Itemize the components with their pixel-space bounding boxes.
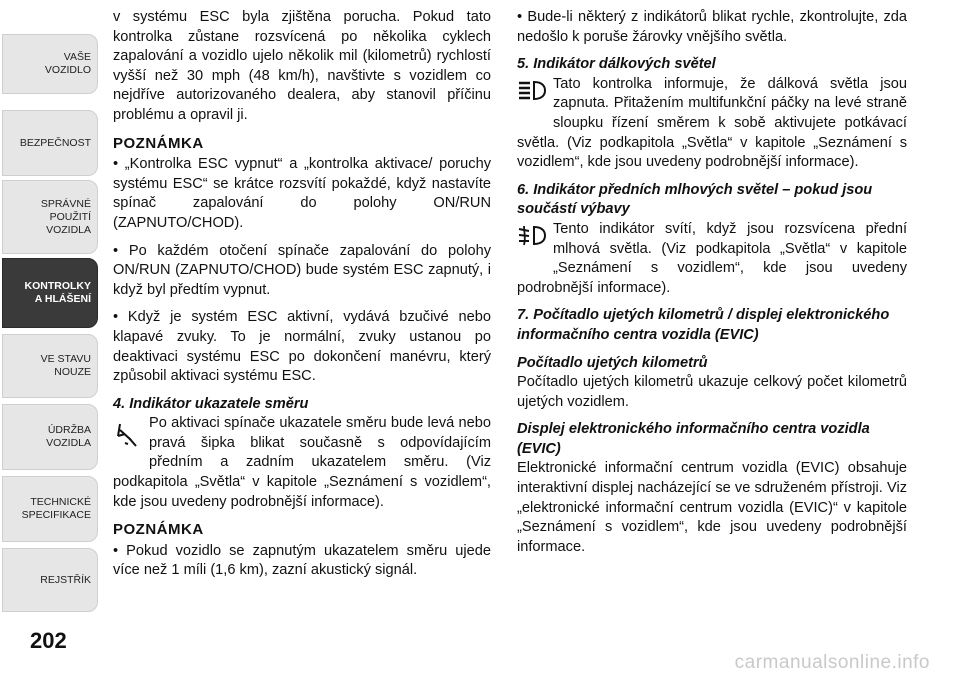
paragraph: Elektronické informační centrum vozidla (EVIC) obsahuje interaktivní displej nacházející se ve sdruženém přístroji. Viz „elektronické informační centrum vozidla (EVIC)“ v kapitole „Seznámení s vozidlem“, kde jsou uvedeny podrobnější informace.	[517, 460, 907, 555]
section-heading: 7. Počítadlo ujetých kilometrů / displej elektronického informačního centra vozidla (EVIC)	[517, 307, 890, 343]
section-heading: 5. Indikátor dálkových světel	[517, 56, 716, 73]
tab-ve-stavu-nouze[interactable]: VE STAVU NOUZE	[2, 334, 98, 398]
front-fog-light-icon	[517, 222, 547, 260]
paragraph: Tento indikátor svítí, když jsou rozsvícena přední mlhová světla. (Viz podkapitola „Světla“ v kapitole „Seznámení s vozidlem“, kde jsou uvedeny podrobnější informace).	[517, 220, 907, 296]
tab-kontrolky[interactable]: KONTROLKY A HLÁŠENÍ	[2, 258, 98, 328]
tab-rejstrik[interactable]: REJSTŘÍK	[2, 548, 98, 612]
high-beam-icon	[517, 77, 547, 115]
page-number: 202	[30, 628, 67, 653]
note-heading: POZNÁMKA	[113, 134, 204, 152]
bullet-item: • Bude-li některý z indikátorů blikat rychle, zkontrolujte, zda nedošlo k poruše žárovky vnějšího světla.	[517, 9, 907, 45]
subsection-heading: Počítadlo ujetých kilometrů	[517, 354, 708, 371]
bullet-item: • Po každém otočení spínače zapalování do polohy ON/RUN (ZAPNUTO/CHOD) bude systém ESC zapnutý, i když byl předtím vypnut.	[113, 242, 491, 298]
watermark: carmanualsonline.info	[734, 652, 930, 673]
tab-spravne-pouziti[interactable]: SPRÁVNÉ POUŽITÍ VOZIDLA	[2, 180, 98, 254]
paragraph: Tato kontrolka informuje, že dálková světla jsou zapnuta. Přitažením multifunkční páčky na levé straně sloupku řízení směrem k sobě aktivujete potkávací světla. (Viz podkapitola „Světla“ v kapitole „Seznámení s vozidlem“, kde jsou uvedeny podrobnější informace).	[517, 75, 907, 171]
note-heading: POZNÁMKA	[113, 521, 204, 539]
paragraph: v systému ESC byla zjištěna porucha. Pokud tato kontrolka zůstane rozsvícená po několika cyklech zapalování a vozidlo ujelo několik mil (kilometrů) rychlostí vyšší než 30 mph (48 km/h), navštivte s vozidlem co nejdříve autorizovaného dealera, aby stanovil příčinu problému a opravil ji.	[113, 9, 491, 123]
icon-paragraph	[113, 414, 491, 512]
left-column	[113, 8, 491, 589]
tab-vase-vozidlo[interactable]: VAŠE VOZIDLO	[2, 34, 98, 94]
bullet-item: • Pokud vozidlo se zapnutým ukazatelem směru ujede více než 1 míli (1,6 km), zazní akustický signál.	[113, 542, 491, 579]
bullet-item: • Když je systém ESC aktivní, vydává bzučivé nebo klapavé zvuky. To je normální, zvuky ustanou po deaktivaci systému ESC po dokončení manévru, který způsobil aktivaci systému ESC.	[113, 309, 491, 385]
paragraph: Po aktivaci spínače ukazatele směru bude levá nebo pravá šipka blikat současně s odpovídajícím předním a zadním ukazatelem směru. (Viz podkapitola „Světla“ v kapitole „Seznámení s vozidlem“, kde jsou uvedeny podrobnější informace).	[113, 415, 491, 510]
icon-paragraph	[517, 220, 907, 298]
bullet-item: • „Kontrolka ESC vypnut“ a „kontrolka aktivace/ poruchy systému ESC“ se krátce rozsvítí pokaždé, když nastavíte spínač zapalování do polohy ON/RUN (ZAPNUTO/CHOD).	[113, 156, 491, 231]
section-heading: 6. Indikátor předních mlhových světel – pokud jsou součástí výbavy	[517, 181, 873, 218]
icon-paragraph	[517, 75, 907, 173]
paragraph: Počítadlo ujetých kilometrů ukazuje celkový počet kilometrů ujetých vozidlem.	[517, 374, 907, 410]
turn-signal-icon	[113, 416, 143, 454]
right-column	[517, 8, 907, 565]
section-heading: 4. Indikátor ukazatele směru	[113, 395, 309, 412]
chapter-sidebar	[0, 0, 100, 678]
tab-technicke[interactable]: TECHNICKÉ SPECIFIKACE	[2, 476, 98, 542]
tab-udrzba[interactable]: ÚDRŽBA VOZIDLA	[2, 404, 98, 470]
tab-bezpecnost[interactable]: BEZPEČNOST	[2, 110, 98, 176]
subsection-heading: Displej elektronického informačního centra vozidla (EVIC)	[517, 421, 870, 457]
